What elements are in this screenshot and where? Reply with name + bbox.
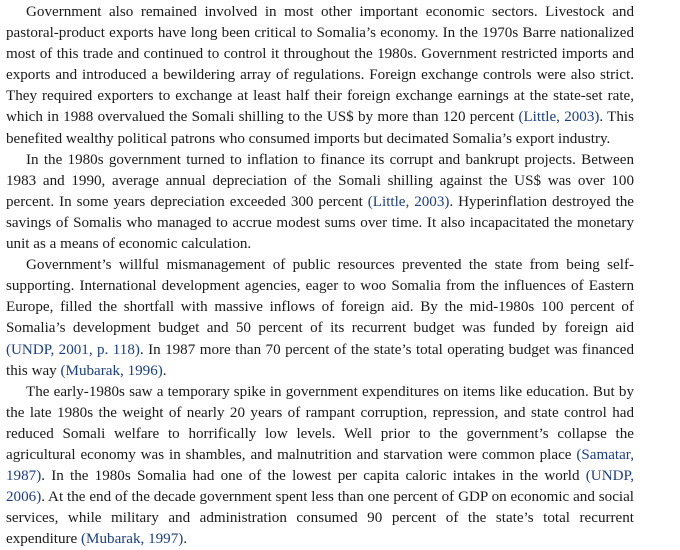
citation-link[interactable]: (Little, 2003) <box>518 109 600 126</box>
citation-link[interactable]: (Samatar, 1987) <box>6 446 634 485</box>
citation-link[interactable]: (Little, 2003) <box>367 193 450 210</box>
citation-link[interactable]: (UNDP, 2006) <box>6 468 634 506</box>
text-run: In the 1980s government turned to inflation to finance its corrupt and bankrupt projects. Between 1983 and 1990, average annual depreciation of the Somali shilling against the US$ was over 100 percent. In some years depreciation exceeded 300 percent <box>6 151 634 210</box>
text-run: . <box>183 531 188 548</box>
text-run: Government also remained involved in most other important economic sectors. Livestock and pastoral-product exports have long been critical to Somalia’s economy. In the 1970s Barre nationalized most of this trade and continued to control it throughout the 1980s. Government restricted imports and exports and introduced a bewildering array of regulations. Foreign exchange controls were also strict. They required exporters to exchange at least half their foreign exchange earnings at the state-set rate, which in 1988 overvalued the Somali shilling to the US$ by more than 120 percent <box>6 4 634 126</box>
paragraph-welfare <box>6 382 634 550</box>
citation-link[interactable]: (UNDP, 2001, p. 118) <box>6 341 140 358</box>
paragraph-inflation <box>6 150 634 255</box>
paragraph-economic-sectors <box>6 2 634 150</box>
text-run: . Hyperinflation destroyed the savings of Somalis who managed to accrue modest sums over time. It also incapacitated the monetary unit as a means of economic calculation. <box>6 193 635 253</box>
text-run: . In 1987 more than 70 percent of the state’s total operating budget was financed this way <box>6 341 634 379</box>
citation-link[interactable]: (Mubarak, 1997) <box>81 531 184 548</box>
text-run: Government’s willful mismanagement of public resources prevented the state from being self-supporting. International development agencies, eager to woo Somalia from the influences of Eastern Europe, filled the shortfall with massive inflows of foreign aid. By the mid-1980s 100 percent of Somalia’s development budget and 50 percent of its recurrent budget was funded by foreign aid <box>6 257 634 337</box>
paragraph-foreign-aid <box>6 255 634 382</box>
text-run: . At the end of the decade government spent less than one percent of GDP on economic and social services, while military and administration consumed 90 percent of the state’s total recurrent expenditure <box>6 489 634 548</box>
text-run: The early-1980s saw a temporary spike in government expenditures on items like education. But by the late 1980s the weight of nearly 20 years of rampant corruption, repression, and state control had reduced Somali welfare to horrifically low levels. Well prior to the government’s collapse the agricultural economy was in shambles, and malnutrition and starvation were common place <box>6 383 634 463</box>
text-run: . This benefited wealthy political patrons who consumed imports but decimated Somalia’s export industry. <box>6 109 635 147</box>
text-run: . <box>162 362 167 379</box>
text-run: . In the 1980s Somalia had one of the lowest per capita caloric intakes in the world <box>41 468 586 485</box>
citation-link[interactable]: (Mubarak, 1996) <box>60 362 163 379</box>
